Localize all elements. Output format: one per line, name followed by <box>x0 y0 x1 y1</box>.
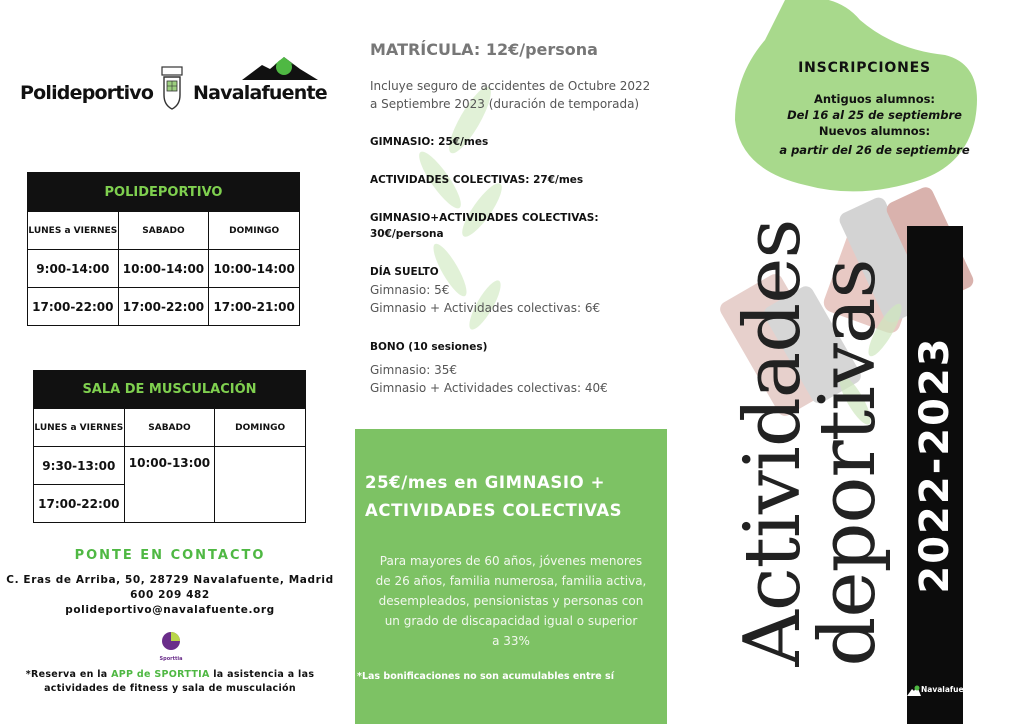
logo-left-text: Polideportivo <box>20 82 154 104</box>
dia-suelto-title: DÍA SUELTO <box>370 266 439 278</box>
day-header: LUNES a VIERNES <box>28 212 119 250</box>
promo-title <box>365 469 622 525</box>
reserve-note <box>10 668 330 696</box>
sporttia-logo <box>159 630 183 660</box>
dia-gimnasio: Gimnasio: 5€ <box>370 283 450 297</box>
time-cell: 10:00-14:00 <box>118 250 209 288</box>
musculacion-schedule-table <box>33 370 306 523</box>
reserve-mid: la asistencia a las <box>209 669 315 680</box>
season-year: 2022-2023 <box>912 336 958 594</box>
promo-text <box>361 551 661 651</box>
left-panel <box>0 0 340 724</box>
price-combo-line-2: 30€/persona <box>370 228 444 240</box>
nuevos-label: Nuevos alumnos: <box>818 124 931 138</box>
promo-title-line-2: ACTIVIDADES COLECTIVAS <box>365 501 623 520</box>
nuevos-dates: a partir del 26 de septiembre <box>779 143 970 157</box>
time-cell: 9:30-13:00 <box>34 447 125 485</box>
sporttia-icon <box>159 630 183 652</box>
antiguos-dates: Del 16 al 25 de septiembre <box>787 108 962 122</box>
promo-note: *Las bonificaciones no son acumulables entre sí <box>357 671 614 682</box>
seguro-line-1: Incluye seguro de accidentes de Octubre 2022 <box>370 79 651 93</box>
matricula-title: MATRÍCULA: 12€/persona <box>370 40 598 59</box>
day-header: LUNES a VIERNES <box>34 409 125 447</box>
day-header: SABADO <box>124 409 215 447</box>
coat-of-arms-icon <box>156 61 188 113</box>
bono-title: BONO (10 sesiones) <box>370 341 488 353</box>
time-cell: 9:00-14:00 <box>28 250 119 288</box>
reserve-app: APP de SPORTTIA <box>111 669 210 680</box>
promo-text-line: de 26 años, familia numerosa, familia activa, <box>375 574 647 588</box>
promo-text-line: un grado de discapacidad igual o superior <box>384 614 638 628</box>
time-cell <box>215 447 306 523</box>
reserve-pre: *Reserva en la <box>25 669 112 680</box>
contact-address: C. Eras de Arriba, 50, 28729 Navalafuente, Madrid <box>6 574 334 586</box>
price-gimnasio: GIMNASIO: 25€/mes <box>370 136 489 148</box>
mountain-icon <box>240 55 320 81</box>
logo-right-text: Navalafuente <box>193 82 327 104</box>
cover-title-word-2: deportivas <box>803 259 893 667</box>
promo-text-line: Para mayores de 60 años, jóvenes menores <box>379 554 643 568</box>
table-title: POLIDEPORTIVO <box>28 173 300 212</box>
promo-box <box>355 429 667 724</box>
contact-phone[interactable]: 600 209 482 <box>130 589 210 601</box>
sporttia-label: Sporttia <box>159 656 183 662</box>
corner-logo <box>907 683 978 699</box>
contact-title: PONTE EN CONTACTO <box>74 548 266 563</box>
right-panel <box>685 0 1024 724</box>
time-cell: 10:00-14:00 <box>209 250 300 288</box>
time-cell: 17:00-21:00 <box>209 288 300 326</box>
antiguos-label: Antiguos alumnos: <box>813 92 936 106</box>
day-header: SABADO <box>118 212 209 250</box>
polideportivo-logo <box>20 55 325 117</box>
day-header: DOMINGO <box>209 212 300 250</box>
promo-text-line: desempleados, pensionistas y personas con <box>378 594 644 608</box>
contact-email[interactable]: polideportivo@navalafuente.org <box>65 604 275 616</box>
time-cell: 17:00-22:00 <box>118 288 209 326</box>
time-cell: 10:00-13:00 <box>124 447 215 523</box>
inscripciones-title: INSCRIPCIONES <box>798 60 931 76</box>
corner-logo-text: Navalafuente <box>921 685 978 694</box>
promo-text-line: a 33% <box>492 634 530 648</box>
middle-panel <box>340 0 685 724</box>
bono-combo: Gimnasio + Actividades colectivas: 40€ <box>370 381 608 395</box>
table-title: SALA DE MUSCULACIÓN <box>34 371 306 409</box>
promo-title-line-1: 25€/mes en GIMNASIO + <box>365 473 605 492</box>
reserve-line2: actividades de fitness y sala de musculación <box>44 683 296 694</box>
price-colectivas: ACTIVIDADES COLECTIVAS: 27€/mes <box>370 174 584 186</box>
bono-gimnasio: Gimnasio: 35€ <box>370 363 457 377</box>
polideportivo-schedule-table <box>27 172 300 326</box>
price-combo-line-1: GIMNASIO+ACTIVIDADES COLECTIVAS: <box>370 212 599 224</box>
day-header: DOMINGO <box>215 409 306 447</box>
time-cell: 17:00-22:00 <box>34 485 125 523</box>
dia-combo: Gimnasio + Actividades colectivas: 6€ <box>370 301 601 315</box>
mountain-icon <box>907 684 921 696</box>
time-cell: 17:00-22:00 <box>28 288 119 326</box>
cover-title-word-1: Actividades <box>728 219 818 667</box>
seguro-line-2: a Septiembre 2023 (duración de temporada) <box>370 97 640 111</box>
